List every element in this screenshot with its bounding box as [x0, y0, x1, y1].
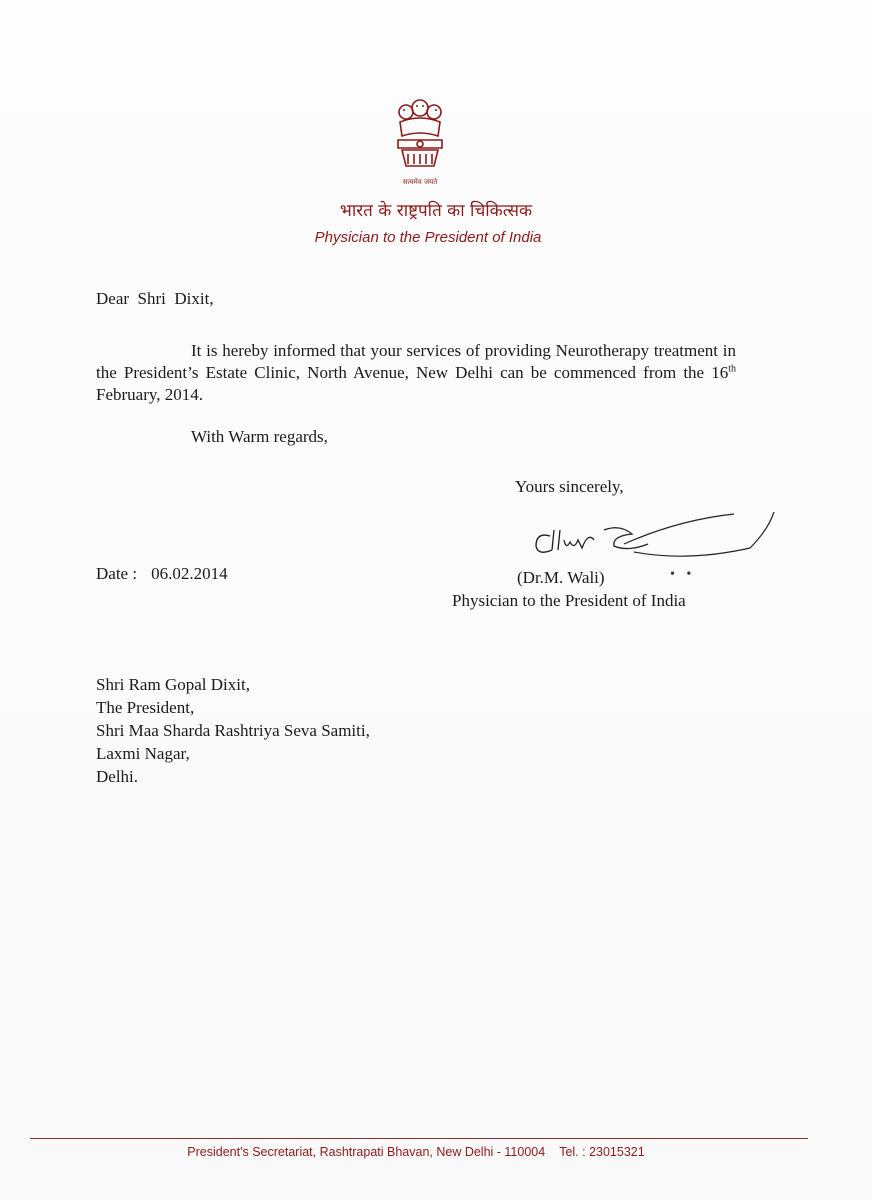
date-row	[96, 563, 228, 585]
regards: With Warm regards,	[191, 427, 328, 446]
address-line: Laxmi Nagar,	[96, 744, 190, 763]
body-text-main: It is hereby informed that your services of providing Neurotherapy treatment in the President’s Estate Clinic, North Avenue, New Delhi can be commenced from the 16	[96, 341, 736, 382]
address-line: Delhi.	[96, 767, 139, 786]
national-emblem-icon	[388, 92, 452, 192]
letter-body	[96, 340, 736, 406]
footer-tel: Tel. : 23015321	[559, 1145, 645, 1159]
address-line: Shri Ram Gopal Dixit,	[96, 675, 250, 694]
signer-name: (Dr.M. Wali)	[517, 568, 605, 587]
date-value: 06.02.2014	[151, 564, 228, 583]
closing: Yours sincerely,	[515, 477, 624, 496]
body-text-end: February, 2014.	[96, 385, 204, 404]
footer	[0, 1145, 832, 1159]
ink-dots: • •	[670, 567, 696, 582]
emblem-motto: सत्यमेव जयते	[402, 178, 438, 186]
body-superscript: th	[728, 363, 736, 375]
footer-divider	[30, 1138, 808, 1139]
date-label: Date :	[96, 564, 138, 583]
recipient-address	[96, 674, 370, 789]
english-title: Physician to the President of India	[314, 229, 542, 246]
signer-title: Physician to the President of India	[452, 591, 686, 610]
hindi-title: भारत के राष्ट्रपति का चिकित्सक	[339, 201, 533, 221]
salutation: Dear Shri Dixit,	[96, 289, 214, 308]
footer-address: President's Secretariat, Rashtrapati Bhavan, New Delhi - 110004	[187, 1145, 546, 1159]
address-line: The President,	[96, 698, 195, 717]
address-line: Shri Maa Sharda Rashtriya Seva Samiti,	[96, 721, 370, 740]
handwritten-signature	[528, 506, 788, 572]
